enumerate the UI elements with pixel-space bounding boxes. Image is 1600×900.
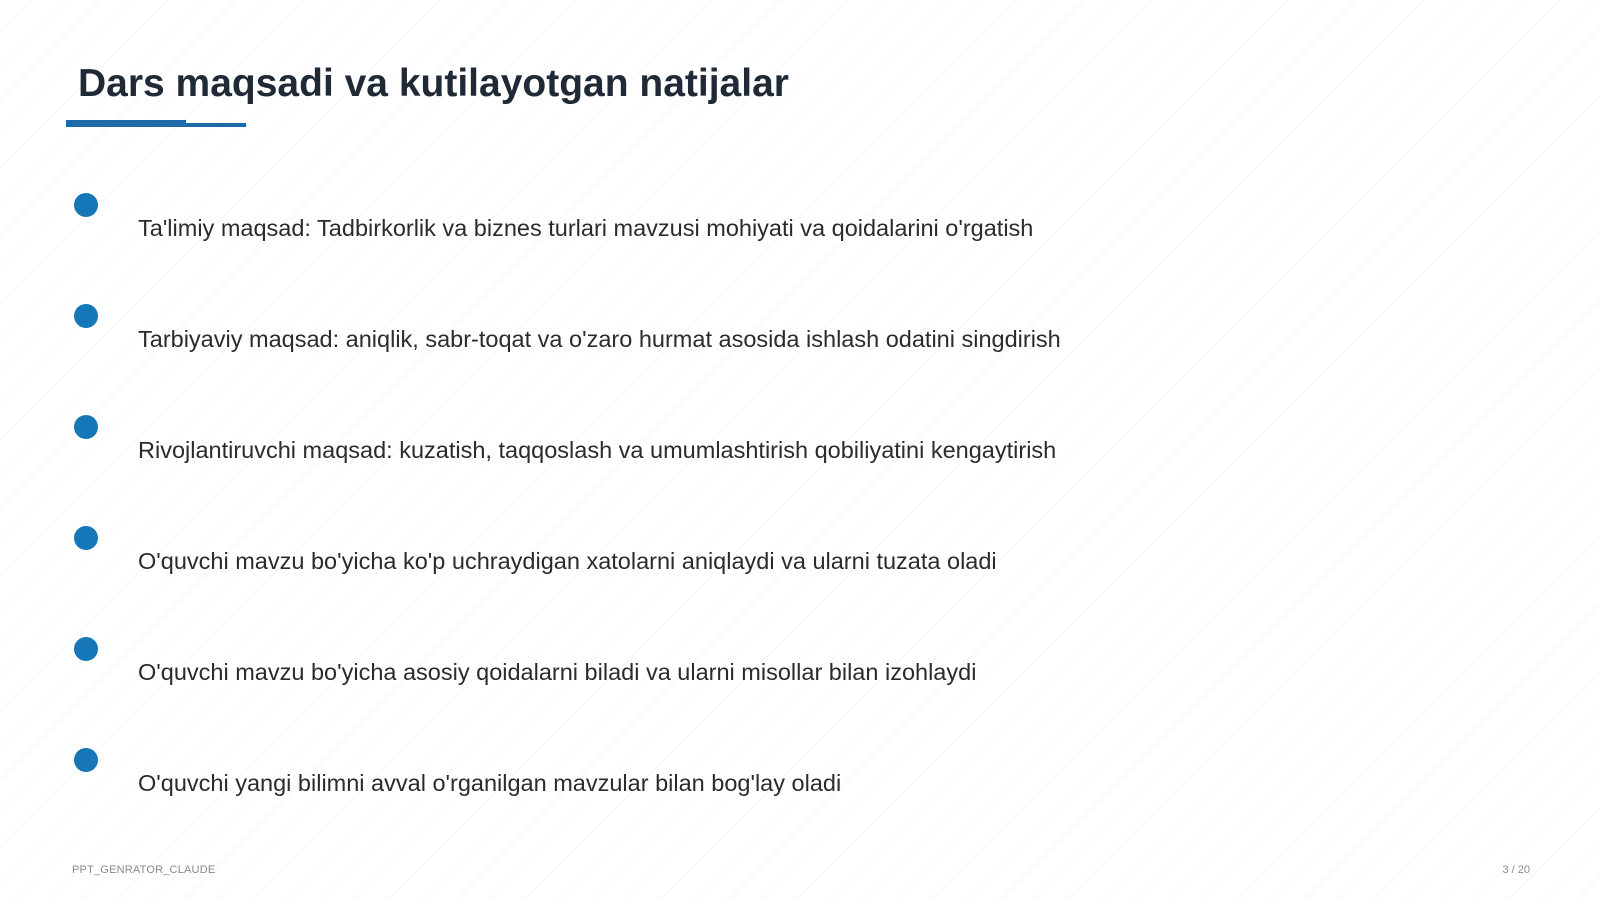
list-item — [0, 526, 1600, 616]
list-item — [0, 637, 1600, 727]
bullet-dot-icon — [74, 637, 98, 661]
list-item — [0, 415, 1600, 505]
bullet-dot-icon — [74, 415, 98, 439]
bullet-text: O'quvchi yangi bilimni avval o'rganilgan mavzular bilan bog'lay oladi — [138, 770, 842, 796]
list-item — [0, 748, 1600, 838]
bullet-dot-icon — [74, 526, 98, 550]
bullet-dot-icon — [74, 748, 98, 772]
bullet-text: Tarbiyaviy maqsad: aniqlik, sabr-toqat va o'zaro hurmat asosida ishlash odatini singdirish — [138, 326, 1061, 352]
list-item — [0, 304, 1600, 394]
page-indicator: 3 / 20 — [1502, 864, 1530, 876]
bullet-text: O'quvchi mavzu bo'yicha asosiy qoidalarni biladi va ularni misollar bilan izohlaydi — [138, 659, 977, 685]
slide-title: Dars maqsadi va kutilayotgan natijalar — [78, 62, 789, 105]
bullet-text: O'quvchi mavzu bo'yicha ko'p uchraydigan xatolarni aniqlaydi va ularni tuzata oladi — [138, 548, 997, 574]
list-item — [0, 193, 1600, 283]
bullet-dot-icon — [74, 193, 98, 217]
bullet-text: Rivojlantiruvchi maqsad: kuzatish, taqqoslash va umumlashtirish qobiliyatini kengaytirish — [138, 437, 1057, 463]
footer-source-label: PPT_GENRATOR_CLAUDE — [72, 864, 216, 876]
bullet-dot-icon — [74, 304, 98, 328]
bullet-text: Ta'limiy maqsad: Tadbirkorlik va biznes turlari mavzusi mohiyati va qoidalarini o'rgatish — [138, 215, 1034, 241]
